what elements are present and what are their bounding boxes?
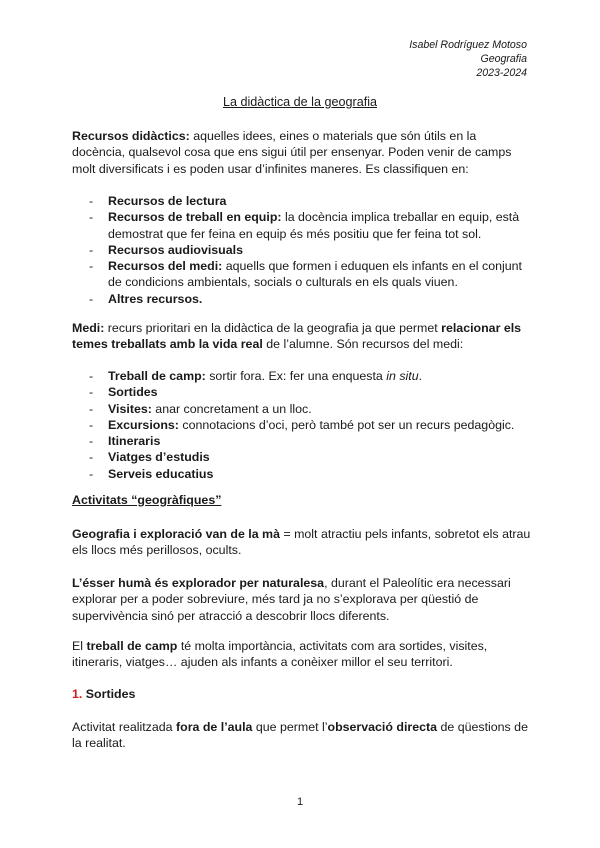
list-item: - Serveis educatius [89, 466, 214, 481]
list-item: - Visites: anar concretament a un lloc. [89, 401, 312, 416]
list-item: - Treball de camp: sortir fora. Ex: fer una enquesta in situ. [89, 369, 423, 383]
list-item: - Altres recursos. [89, 291, 203, 306]
title-text: La didàctica de la geografia [222, 95, 378, 109]
header-author: Isabel Rodríguez Motoso [409, 39, 527, 51]
recursos-text: aquelles idees, eines o materials que són útils en la docència, qualsevol cosa que ens sigui útil per ensenyar. Poden venir de camps molt diversificats i es poden usar d’infinites maneres. Es classifiquen en: [72, 129, 512, 176]
list-item: - Itineraris [89, 434, 161, 449]
treball-paragraph: El treball de camp té molta importància, activitats com ara sortides, visites, itineraris, viatges… ajuden als infants a conèixer millor el seu territori. [72, 639, 488, 670]
list-item: - Recursos de treball en equip: la docència implica treballar en equip, està demostrat que fer feina en equip és més positiu que fer feina tot sol. [89, 210, 520, 241]
list-item: - Recursos audiovisuals [89, 242, 243, 257]
document-title [0, 95, 600, 109]
section-title: Sortides [82, 687, 136, 701]
section-number: 1. [72, 687, 83, 701]
activitats-heading: Activitats “geogràfiques” [72, 493, 222, 507]
list-item: - Viatges d’estudis [89, 450, 210, 465]
medi-paragraph: Medi: recurs prioritari en la didàctica de la geografia ja que permet relacionar els temes treballats amb la vida real de l’alumne. Són recursos del medi: [72, 321, 522, 352]
recursos-list [72, 193, 532, 307]
recursos-paragraph [72, 128, 532, 177]
header-subject: Geografia [480, 53, 527, 65]
list-item: - Sortides [89, 385, 158, 400]
page-header [267, 38, 527, 80]
page-number: 1 [296, 796, 304, 808]
geografia-paragraph: Geografia i exploració van de la mà = molt atractiu pels infants, sobretot els atrau els llocs més perillosos, ocults. [72, 527, 531, 558]
header-year: 2023-2024 [476, 67, 527, 79]
list-item: - Recursos del medi: aquells que formen i eduquen els infants en el conjunt de condicions ambientals, socials o culturals en els quals viuen. [89, 259, 522, 290]
esser-paragraph: L’ésser humà és explorador per naturalesa, durant el Paleolític era necessari explorar per a poder sobreviure, més tard ja no s’explorava per qüestió de supervivència sinó per atracció a descobrir llocs diferents. [72, 576, 511, 623]
sortides-paragraph: Activitat realitzada fora de l’aula que permet l’observació directa de qüestions de la realitat. [72, 720, 528, 751]
medi-list [72, 368, 532, 482]
list-item: - Recursos de lectura [89, 194, 227, 208]
recursos-term: Recursos didàctics: [72, 129, 190, 143]
list-item: - Excursions: connotacions d’oci, però també pot ser un recurs pedagògic. [89, 417, 515, 432]
section-heading-sortides [72, 686, 532, 702]
